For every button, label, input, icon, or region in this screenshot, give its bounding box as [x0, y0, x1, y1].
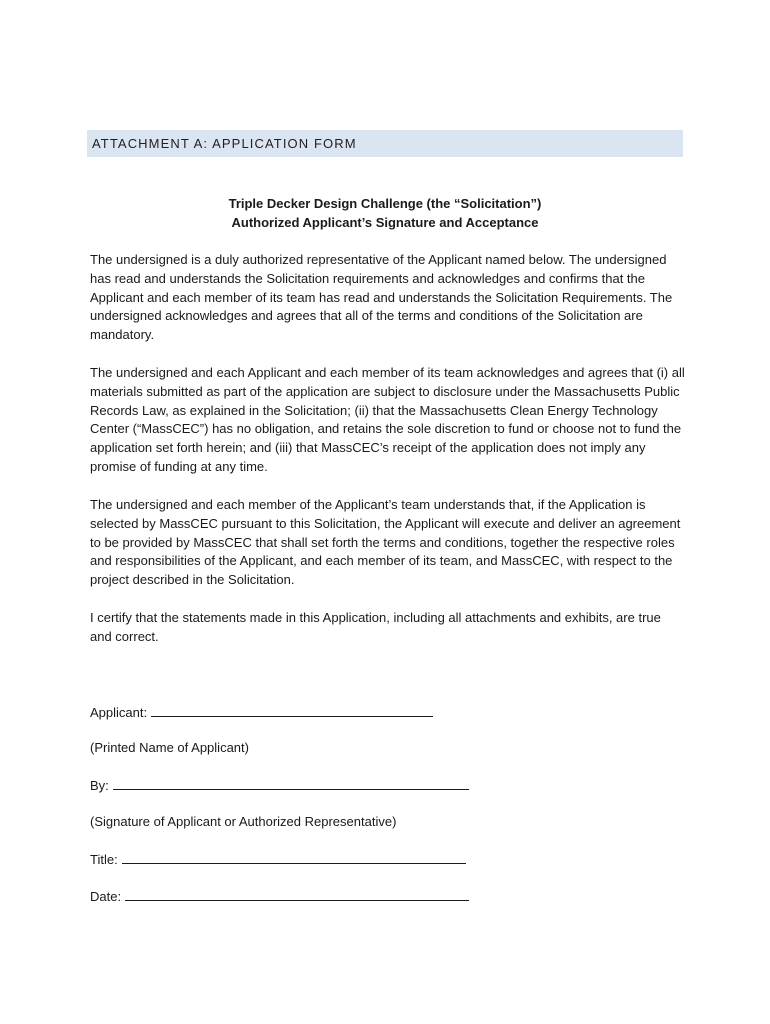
applicant-label: Applicant:	[90, 705, 148, 720]
title-label: Title:	[90, 852, 118, 867]
by-label: By:	[90, 778, 109, 793]
paragraph-disclosure: The undersigned and each Applicant and each member of its team acknowledges and agrees that (i) all materials submitted as part of the application are subject to disclosure under the Massachusetts Public Records Law, as explained in the Solicitation; (ii) that the Massachusetts Clean Energy Technology Center (“MassCEC”) has no obligation, and retains the sole discretion to fund or choose not to fund the application set forth herein; and (iii) that MassCEC’s receipt of the application does not imply any promise of funding at any time.	[90, 365, 685, 474]
date-label: Date:	[90, 889, 122, 904]
title-line-1: Triple Decker Design Challenge (the “Solicitation”)	[228, 196, 542, 211]
title-line-2: Authorized Applicant’s Signature and Acceptance	[231, 215, 539, 230]
title-input-line[interactable]	[122, 850, 466, 864]
attachment-header-text: ATTACHMENT A: APPLICATION FORM	[92, 136, 357, 151]
date-field	[90, 887, 469, 906]
paragraph-agreement: The undersigned and each member of the Applicant’s team understands that, if the Application is selected by MassCEC pursuant to this Solicitation, the Applicant will execute and deliver an agreement to be provided by MassCEC that shall set forth the terms and conditions, together the respective roles and responsibilities of the Applicant, and each member of its team, and MassCEC, with respect to the project described in the Solicitation.	[90, 497, 681, 588]
signature-input-line[interactable]	[113, 776, 469, 790]
title-field	[90, 850, 466, 869]
document-title	[87, 194, 683, 232]
printed-name-caption: (Printed Name of Applicant)	[90, 740, 249, 755]
applicant-field	[90, 703, 433, 722]
applicant-input-line[interactable]	[151, 703, 433, 717]
attachment-header-bar	[87, 130, 683, 157]
paragraph-certification: I certify that the statements made in this Application, including all attachments and exhibits, are true and correct.	[90, 610, 661, 644]
paragraph-authorization: The undersigned is a duly authorized representative of the Applicant named below. The undersigned has read and understands the Solicitation requirements and acknowledges and confirms that the Applicant and each member of its team has read and understands the Solicitation Requirements. The undersigned acknowledges and agrees that all of the terms and conditions of the Solicitation are mandatory.	[90, 252, 673, 343]
date-input-line[interactable]	[125, 887, 469, 901]
signature-caption: (Signature of Applicant or Authorized Representative)	[90, 814, 397, 829]
by-field	[90, 776, 469, 795]
